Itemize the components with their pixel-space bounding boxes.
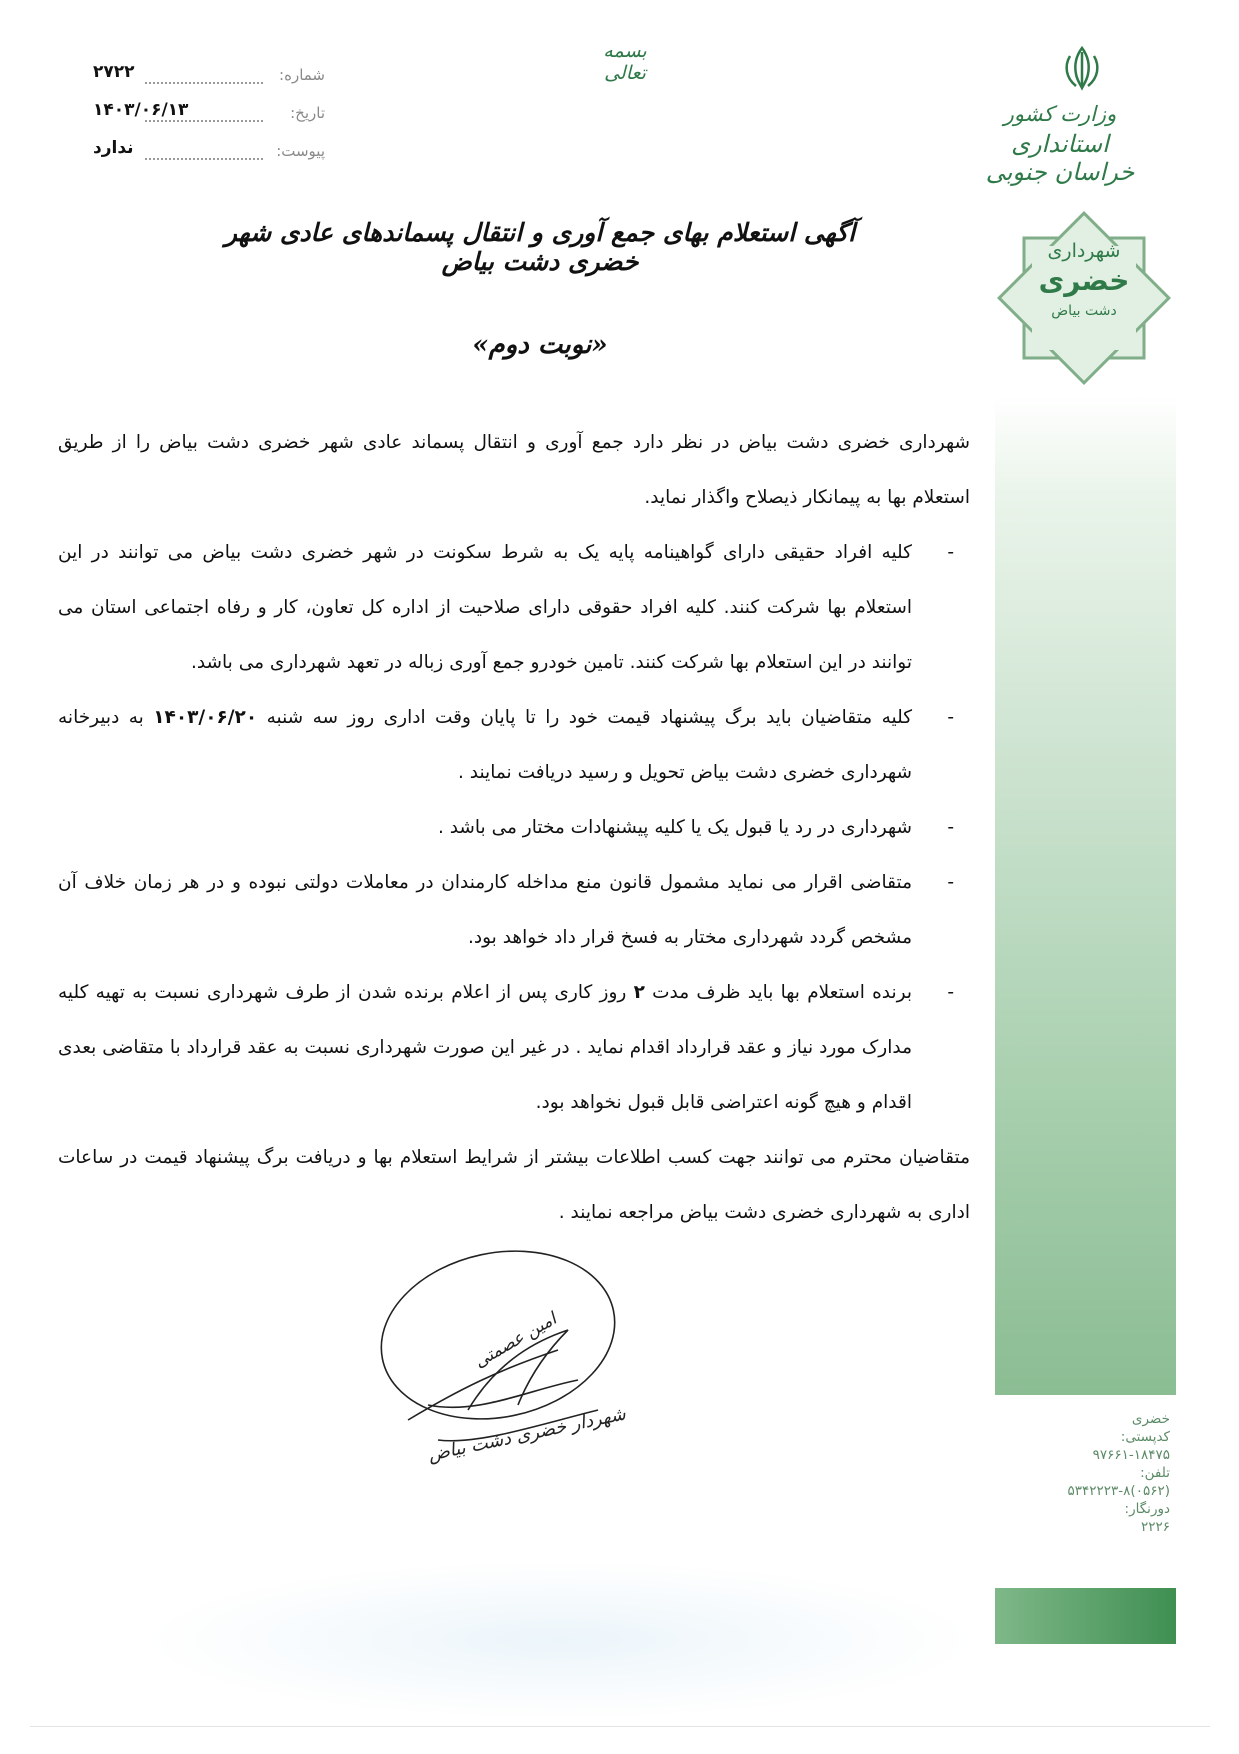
contact-block [990,1410,1170,1536]
document-body [58,415,970,1240]
handwritten-signature [368,1240,668,1470]
list-dash: - [947,707,954,728]
list-dash: - [947,982,954,1003]
phone-value: (۰۵۶۲)۵۳۴۲۲۲۳-۸ [1067,1483,1170,1499]
intro-paragraph: شهرداری خضری دشت بیاض در نظر دارد جمع آوری و انتقال پسماند عادی شهر خضری دشت بیاض را از طریق استعلام بها به پیمانکار ذیصلاح واگذار نماید. [58,432,970,508]
logo-line-1: شهرداری [1047,240,1121,262]
closing-paragraph: متقاضیان محترم می توانند جهت کسب اطلاعات بیشتر از شرایط استعلام بها و دریافت برگ پیشنهاد قیمت در ساعات اداری به شهرداری خضری دشت بیاض مراجعه نمایند . [58,1147,970,1223]
deadline-text-after: به دبیرخانه شهرداری خضری دشت بیاض تحویل و رسید دریافت نمایند . [58,707,912,783]
contact-city: خضری [1131,1411,1170,1427]
number-row [85,62,325,100]
attachment-label: پیوست: [276,142,325,160]
governorate-name: استانداری خراسان جنوبی [985,130,1135,186]
date-label: تاریخ: [290,104,325,122]
deadline-date: ۱۴۰۳/۰۶/۲۰ [153,707,258,728]
document-subtitle: «نوبت دوم» [472,330,608,360]
postal-label: کدپستی: [1120,1429,1170,1445]
number-dots [145,82,263,84]
side-green-bar [995,1588,1176,1644]
fax-label: دورنگار: [1124,1501,1170,1517]
date-row [85,100,325,138]
list-item [58,800,970,855]
bottom-watermark [140,1560,980,1720]
contract-text-before: برنده استعلام بها باید ظرف مدت [652,982,912,1003]
list-item-text: کلیه افراد حقیقی دارای گواهینامه پایه یک به شرط سکونت در شهر خضری دشت بیاض می توانند در این استعلام بها شرکت کنند. کلیه افراد حقوقی دارای صلاحیت از اداره کل تعاون، کار و رفاه اجتماعی استان می توانند در این استعلام بها شرکت کنند. تامین خودرو جمع آوری زباله در تعهد شهرداری می باشد. [58,542,912,673]
number-value: ۲۷۲۲ [93,62,135,82]
list-item [58,965,970,1130]
list-dash: - [947,542,954,563]
ministry-heading [975,102,1145,186]
postal-value: ۹۷۶۶۱-۱۸۴۷۵ [1092,1447,1170,1463]
list-item-text: متقاضی اقرار می نماید مشمول قانون منع مداخله کارمندان در معاملات دولتی نبوده و در هر زمان خلاف آن مشخص گردد شهرداری مختار به فسخ قرار داد خواهد بود. [58,872,912,948]
svg-text:امین عصمتی: امین عصمتی [470,1309,561,1373]
document-title: آگهی استعلام بهای جمع آوری و انتقال پسماندهای عادی شهر خضری دشت بیاض [224,218,856,276]
attachment-row [85,138,325,176]
list-item [58,690,970,800]
list-item [58,855,970,965]
side-green-strip [995,395,1176,1395]
svg-text:شهردار خضری دشت بیاض: شهردار خضری دشت بیاض [426,1403,628,1466]
contract-days: ۲ [633,982,645,1003]
fax-value: ۲۲۲۶ [1140,1519,1170,1535]
list-item [58,525,970,690]
attachment-value: ندارد [93,138,134,158]
bismillah: بسمه تعالی [603,40,647,84]
logo-line-3: دشت بیاض [1051,303,1117,319]
list-dash: - [947,872,954,893]
document-meta [85,62,325,176]
municipality-logo-text [988,240,1180,319]
deadline-text-before: کلیه متقاضیان باید برگ پیشنهاد قیمت خود را تا پایان وقت اداری روز سه شنبه [266,707,913,728]
list-dash: - [947,817,954,838]
ministry-name: وزارت کشور [1003,102,1117,126]
contract-text-after: روز کاری پس از اعلام برنده شدن از طرف شهرداری نسبت به تهیه کلیه مدارک مورد نیاز و عقد قرارداد اقدام نماید . در غیر این صورت شهرداری نسبت به عقد قرارداد با متقاضی بعدی اقدام و هیچ گونه اعتراضی قابل قبول نخواهد بود. [58,982,912,1113]
iran-emblem-icon [1060,44,1104,92]
number-label: شماره: [279,66,325,84]
phone-label: تلفن: [1140,1465,1170,1481]
date-dots [145,120,263,122]
date-value: ۱۴۰۳/۰۶/۱۳ [93,100,189,120]
logo-line-2: خضری [1038,264,1130,297]
list-item-text: شهرداری در رد یا قبول یک یا کلیه پیشنهادات مختار می باشد . [437,817,912,838]
page-bottom-rule [30,1726,1210,1727]
attachment-dots [145,158,263,160]
